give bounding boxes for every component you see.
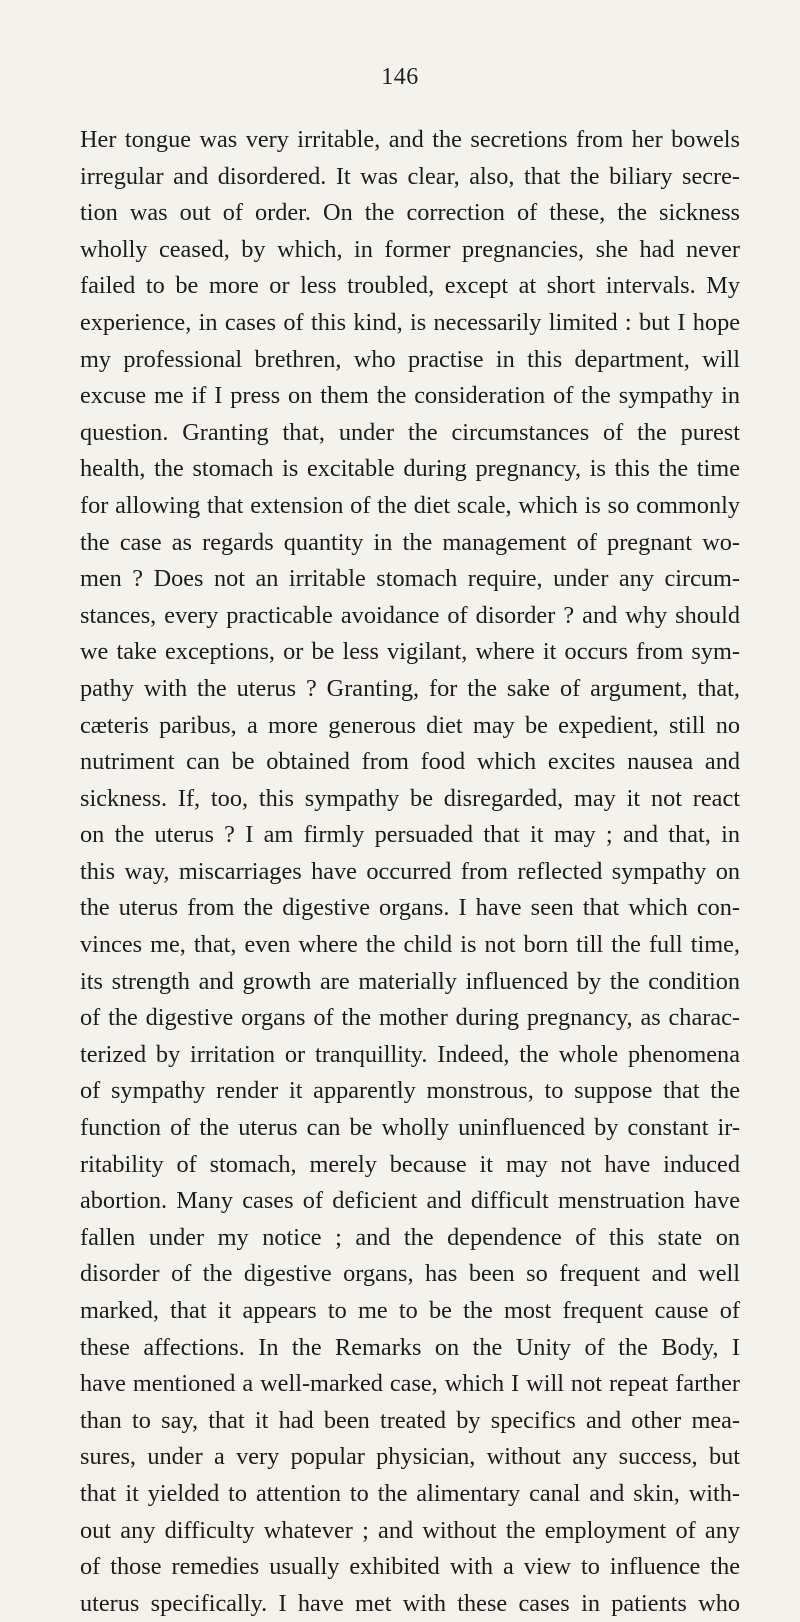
text-line: have mentioned a well-marked case, which I will not repeat farther <box>80 1370 740 1398</box>
text-line: fallen under my notice ; and the dependence of this state on <box>80 1223 740 1251</box>
text-line: this way, miscarriages have occurred from reflected sympathy on <box>80 857 740 885</box>
text-line: wholly ceased, by which, in former pregnancies, she had never <box>80 235 740 263</box>
text-line: excuse me if I press on them the consideration of the sympathy in <box>80 382 740 410</box>
text-line: than to say, that it had been treated by specifics and other mea- <box>80 1406 740 1434</box>
text-line: terized by irritation or tranquillity. Indeed, the whole phenomena <box>80 1040 740 1068</box>
text-line: of sympathy render it apparently monstrous, to suppose that the <box>80 1077 740 1105</box>
text-line: abortion. Many cases of deficient and difficult menstruation have <box>80 1187 740 1215</box>
text-line: failed to be more or less troubled, except at short intervals. My <box>80 272 740 300</box>
text-line: nutriment can be obtained from food which excites nausea and <box>80 748 740 776</box>
text-line: sickness. If, too, this sympathy be disregarded, may it not react <box>80 784 740 812</box>
text-line: these affections. In the Remarks on the Unity of the Body, I <box>80 1333 740 1361</box>
text-line: my professional brethren, who practise in this department, will <box>80 345 740 373</box>
text-line: men ? Does not an irritable stomach require, under any circum- <box>80 565 740 593</box>
text-line: on the uterus ? I am firmly persuaded that it may ; and that, in <box>80 821 740 849</box>
text-line: ritability of stomach, merely because it may not have induced <box>80 1150 740 1178</box>
text-line: the uterus from the digestive organs. I have seen that which con- <box>80 894 740 922</box>
text-line: for allowing that extension of the diet scale, which is so commonly <box>80 491 740 519</box>
text-line: its strength and growth are materially influenced by the condition <box>80 967 740 995</box>
text-line: stances, every practicable avoidance of disorder ? and why should <box>80 601 740 629</box>
text-line: uterus specifically. I have met with these cases in patients who <box>80 1589 740 1617</box>
text-line: question. Granting that, under the circumstances of the purest <box>80 418 740 446</box>
text-line: pathy with the uterus ? Granting, for the sake of argument, that, <box>80 674 740 702</box>
text-line: cæteris paribus, a more generous diet may be expedient, still no <box>80 711 740 739</box>
text-line: tion was out of order. On the correction of these, the sickness <box>80 199 740 227</box>
text-line: of those remedies usually exhibited with a view to influence the <box>80 1553 740 1581</box>
text-line: Her tongue was very irritable, and the secretions from her bowels <box>80 126 740 153</box>
text-line: disorder of the digestive organs, has been so frequent and well <box>80 1260 740 1288</box>
text-line: the case as regards quantity in the management of pregnant wo- <box>80 528 740 556</box>
text-line: function of the uterus can be wholly uninfluenced by constant ir- <box>80 1114 740 1142</box>
text-line: vinces me, that, even where the child is not born till the full time, <box>80 931 740 959</box>
text-line: out any difficulty whatever ; and without the employment of any <box>80 1516 740 1544</box>
text-line: marked, that it appears to me to be the most frequent cause of <box>80 1297 740 1324</box>
text-line: sures, under a very popular physician, without any success, but <box>80 1443 740 1471</box>
text-line: that it yielded to attention to the alimentary canal and skin, with- <box>80 1479 740 1507</box>
text-line: of the digestive organs of the mother during pregnancy, as charac- <box>80 1004 740 1032</box>
page-number: 146 <box>381 64 419 90</box>
body-text <box>80 122 740 1622</box>
text-line: we take exceptions, or be less vigilant, where it occurs from sym- <box>80 638 740 666</box>
text-line: experience, in cases of this kind, is necessarily limited : but I hope <box>80 308 740 336</box>
text-line: irregular and disordered. It was clear, also, that the biliary secre- <box>80 162 740 190</box>
text-line: health, the stomach is excitable during pregnancy, is this the time <box>80 455 740 483</box>
